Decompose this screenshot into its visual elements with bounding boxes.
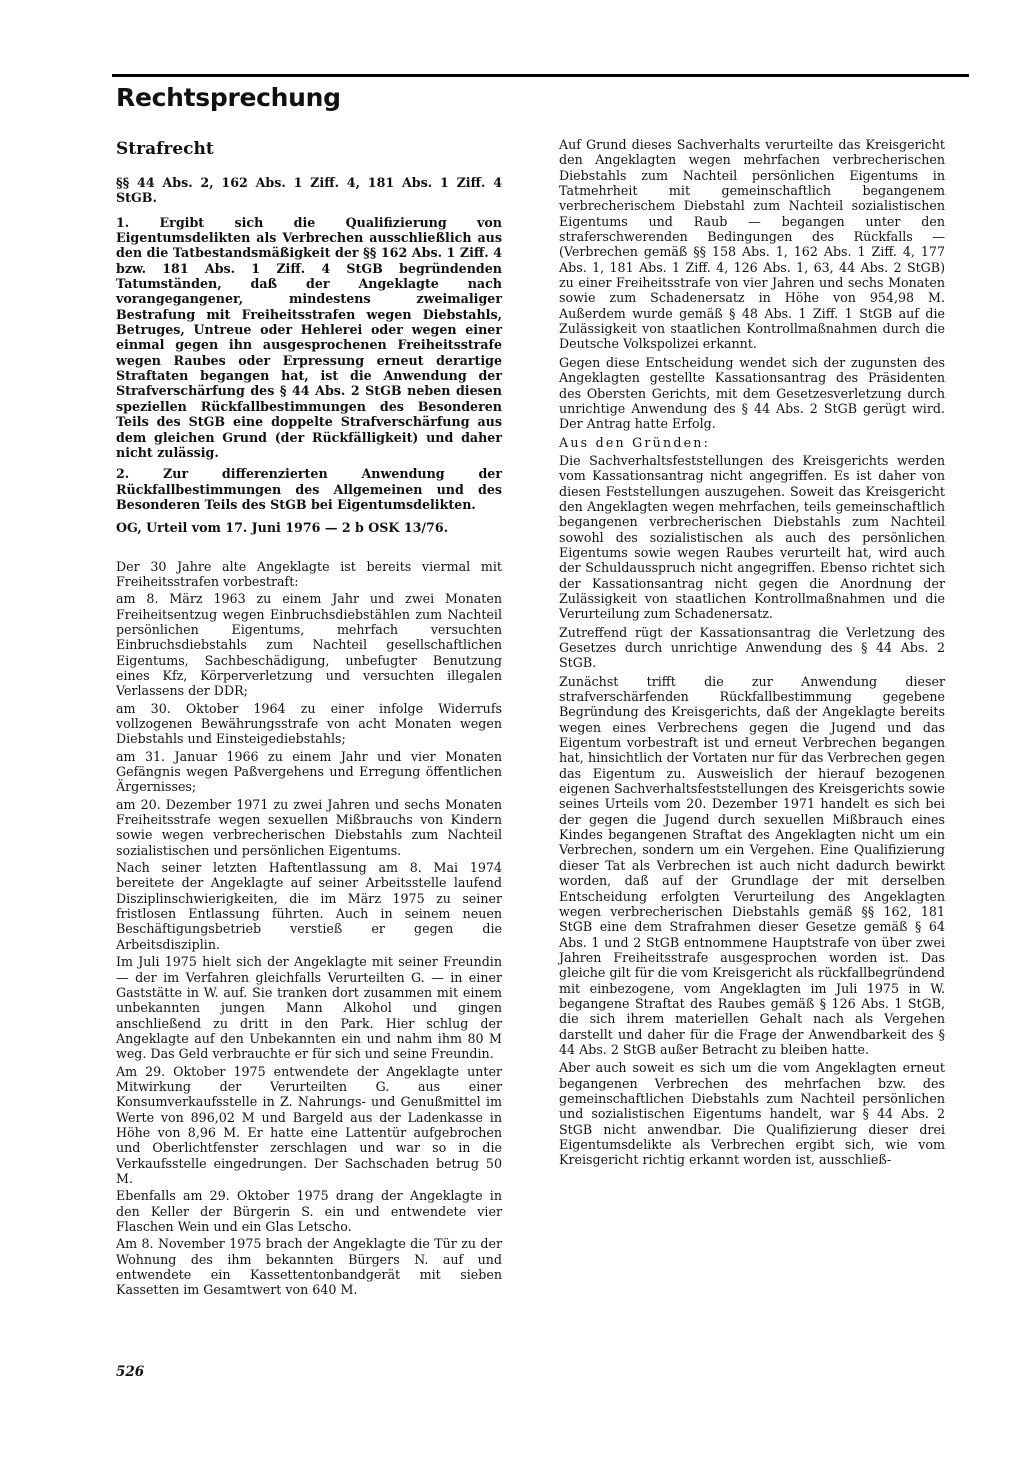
right-column [559, 137, 945, 1171]
judgment-text [559, 137, 945, 1168]
paragraph: Aber auch soweit es sich um die vom Angeklagten erneut begangenen Verbrechen des mehrfachen bzw. des gemeinschaftlichen Diebstahls zum Nachteil persönlichen und sozialistischen Eigentums handelt, war § 44 Abs. 2 StGB nicht anwendbar. Die Qualifizierung dieser drei Eigentumsdelikte als Verbrechen ergibt sich, wie vom Kreisgericht richtig erkannt worden ist, ausschließ- [559, 1060, 945, 1168]
paragraph: Zutreffend rügt der Kassationsantrag die Verletzung des Gesetzes durch unrichtige Anwendung des § 44 Abs. 2 StGB. [559, 624, 945, 671]
paragraph: Am 29. Oktober 1975 entwendete der Angeklagte unter Mitwirkung der Verurteilten G. aus einer Konsumverkaufsstelle in Z. Nahrungs- und Genußmittel im Werte von 896,02 M und Bargeld aus der Ladenkasse in Höhe von 8,96 M. Er hatte eine Lattentür aufgebrochen und Oberlichtfenster zerschlagen und war so in die Verkaufsstelle eingedrungen. Der Sachschaden betrug 50 M. [116, 1063, 502, 1186]
section-title: Rechtsprechung [116, 83, 341, 112]
statute-reference: §§ 44 Abs. 2, 162 Abs. 1 Ziff. 4, 181 Abs. 1 Ziff. 4 StGB. [116, 175, 502, 206]
paragraph: am 31. Januar 1966 zu einem Jahr und vier Monaten Gefängnis wegen Paßvergehens und Erregung öffentlichen Ärgernisses; [116, 748, 502, 795]
headnote-1: 1. Ergibt sich die Qualifizierung von Eigentumsdelikten als Verbrechen ausschließlich aus den die Tatbestandsmäßigkeit der §§ 162 Abs. 1 Ziff. 4 bzw. 181 Abs. 1 Ziff. 4 StGB begründenden Tatumständen, daß der Angeklagte nach vorangegangener, mindestens zweimaliger Bestrafung mit Freiheitsstrafen wegen Diebstahls, Betruges, Untreue oder Hehlerei oder wegen einer einmal gegen ihn ausgesprochenen Freiheitsstrafe wegen Raubes oder Erpressung erneut derartige Straftaten begangen hat, ist die Anwendung der Strafverschärfung des § 44 Abs. 2 StGB neben diesen speziellen Rückfallbestimmungen des Besonderen Teils des StGB eine doppelte Strafverschärfung aus dem gleichen Grund (der Rückfälligkeit) und daher nicht zulässig. [116, 214, 502, 460]
paragraph: am 8. März 1963 zu einem Jahr und zwei Monaten Freiheitsentzug wegen Einbruchsdiebstählen zum Nachteil persönlichen Eigentums, mehrfach versuchten Einbruchsdiebstahls zum Nachteil gesellschaftlichen Eigentums, Sachbeschädigung, unbefugter Benutzung eines Kfz, Körperverletzung und versuchten illegalen Verlassens der DDR; [116, 591, 502, 699]
reasons-heading: Aus den Gründen: [559, 434, 711, 450]
paragraph: Am 8. November 1975 brach der Angeklagte die Tür zu der Wohnung des ihm bekannten Bürgers N. auf und entwendete ein Kassettentonbandgerät mit sieben Kassetten im Gesamtwert von 640 M. [116, 1236, 502, 1298]
headnote-2: 2. Zur differenzierten Anwendung der Rückfallbestimmungen des Allgemeinen und des Besonderen Teils des StGB bei Eigentumsdelikten. [116, 466, 502, 512]
decision-citation: OG, Urteil vom 17. Juni 1976 — 2 b OSK 13/76. [116, 520, 449, 536]
paragraph: am 20. Dezember 1971 zu zwei Jahren und sechs Monaten Freiheitsstrafe wegen sexuellen Mißbrauchs von Kindern sowie wegen verbrecherischen Diebstahls zum Nachteil sozialistischen und persönlichen Eigentums. [116, 796, 502, 858]
left-column [116, 137, 502, 1300]
paragraph: Im Juli 1975 hielt sich der Angeklagte mit seiner Freundin — der im Verfahren gleichfalls Verurteilten G. — in einer Gaststätte in W. auf. Sie tranken dort zusammen mit einem unbekannten jungen Mann Alkohol und gingen anschließend zu dritt in den Park. Hier schlug der Angeklagte auf den Unbekannten ein und nahm ihm 80 M weg. Das Geld verbrauchte er für sich und seine Freundin. [116, 954, 502, 1062]
paragraph: Zunächst trifft die zur Anwendung dieser strafverschärfenden Rückfallbestimmung gegebene Begründung des Kreisgerichts, daß der Angeklagte bereits wegen eines Verbrechens gegen die Jugend und das Eigentum vorbestraft ist und erneut Verbrechen begangen hat, hinsichtlich der Vortaten nur für das Verbrechen gegen das Eigentum zu. Ausweislich der hierauf bezogenen eigenen Sachverhaltsfeststellungen des Kreisgerichts sowie seines Urteils vom 20. Dezember 1971 handelt es sich bei der gegen die Jugend durch sexuellen Mißbrauch eines Kindes begangenen Straftat des Angeklagten nicht um ein Verbrechen, sondern um ein Vergehen. Eine Qualifizierung dieser Tat als Verbrechen ist auch nicht dadurch bewirkt worden, daß auf der Grundlage der mit derselben Entscheidung erfolgten Verurteilung des Angeklagten wegen verbrecherischen Diebstahls gemäß §§ 162, 181 StGB eine dem Strafrahmen dieser Gesetze gemäß § 64 Abs. 1 und 2 StGB entnommene Hauptstrafe von über zwei Jahren Freiheitsstrafe ausgesprochen worden ist. Das gleiche gilt für die vom Kreisgericht als rückfallbegründend mit einbezogene, vom Angeklagten im Juli 1975 in W. begangene Straftat des Raubes gemäß § 126 Abs. 1 StGB, die sich ihrem materiellen Gehalt nach als Vergehen darstellt und daher für die Frage der Anwendbarkeit des § 44 Abs. 2 StGB außer Betracht zu bleiben hatte. [559, 673, 945, 1057]
paragraph: Ebenfalls am 29. Oktober 1975 drang der Angeklagte in den Keller der Bürgerin S. ein und entwendete vier Flaschen Wein und ein Glas Letscho. [116, 1188, 502, 1234]
paragraph: Der 30 Jahre alte Angeklagte ist bereits viermal mit Freiheitsstrafen vorbestraft: [116, 558, 502, 589]
facts-text [116, 559, 502, 1298]
paragraph: Die Sachverhaltsfeststellungen des Kreisgerichts werden vom Kassationsantrag nicht angegriffen. Es ist daher von diesen Feststellungen auszugehen. Soweit das Kreisgericht den Angeklagten wegen mehrfachen, teils gemeinschaftlich begangenen verbrecherischen Diebstahls zum Nachteil sowohl des sozialistischen als auch des persönlichen Eigentums sowie wegen Raubes verurteilt hat, wird auch der Schuldausspruch nicht angegriffen. Ebenso richtet sich der Kassationsantrag nicht gegen die Anordnung der Zulässigkeit von staatlichen Kontrollmaßnahmen und die Verurteilung zum Schadenersatz. [559, 452, 945, 622]
paragraph: Auf Grund dieses Sachverhalts verurteilte das Kreisgericht den Angeklagten wegen mehrfachen verbrecherischen Diebstahls zum Nachteil persönlichen Eigentums in Tatmehrheit mit gemeinschaftlich begangenem verbrecherischem Diebstahl zum Nachteil sozialistischen Eigentums und Raub — begangen unter den straferschwerenden Bedingungen des Rückfalls — (Verbrechen gemäß §§ 158 Abs. 1, 162 Abs. 1 Ziff. 4, 177 Abs. 1, 181 Abs. 1 Ziff. 4, 126 Abs. 1, 63, 44 Abs. 2 StGB) zu einer Freiheitsstrafe von vier Jahren und sechs Monaten sowie zum Schadenersatz in Höhe von 954,98 M. Außerdem wurde gemäß § 48 Abs. 1 Ziff. 1 StGB auf die Zulässigkeit von staatlichen Kontrollmaßnahmen durch die Deutsche Volkspolizei erkannt. [559, 137, 945, 352]
page-number: 526 [116, 1364, 145, 1380]
paragraph: Gegen diese Entscheidung wendet sich der zugunsten des Angeklagten gestellte Kassationsantrag des Präsidenten des Obersten Gerichts, mit dem Gesetzesverletzung durch unrichtige Anwendung des § 44 Abs. 2 StGB gerügt wird. Der Antrag hatte Erfolg. [559, 354, 945, 432]
paragraph: am 30. Oktober 1964 zu einer infolge Widerrufs vollzogenen Bewährungsstrafe von acht Monaten wegen Diebstahls und Einsteigediebstahls; [116, 700, 502, 747]
headnotes [116, 215, 502, 513]
subsection-heading: Strafrecht [116, 139, 214, 159]
header-rule [112, 74, 969, 77]
paragraph: Nach seiner letzten Haftentlassung am 8. Mai 1974 bereitete der Angeklagte auf seiner Arbeitsstelle laufend Disziplinschwierigkeiten, die im März 1975 zu seiner fristlosen Entlassung führten. Auch in seinem neuen Beschäftigungsbetrieb verstieß er gegen die Arbeitsdisziplin. [116, 860, 502, 952]
